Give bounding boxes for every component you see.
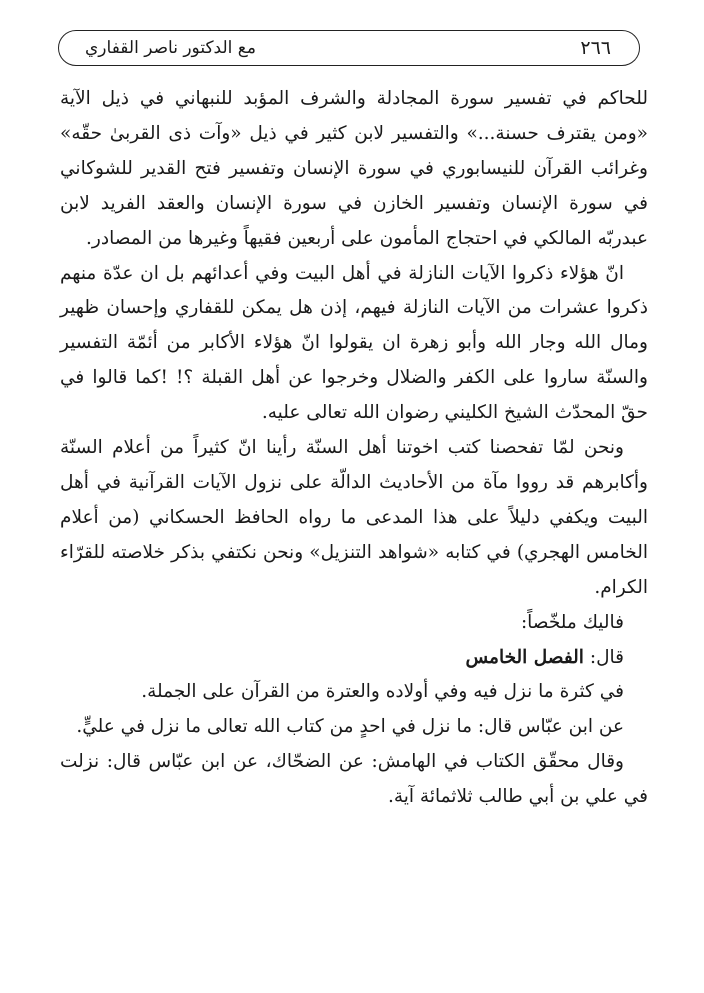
paragraph-argument: انّ هؤلاء ذكروا الآيات النازلة في أهل البيت وفي أعدائهم بل ان عدّة منهم ذكروا عشرات من الآيات النازلة فيهم، إذن هل يمكن للقفاري وإحسان ظهير ومال الله وجار الله وأبو زهرة ان يقولوا انّ هؤلاء الأكابر من أئمّة التفسير والسنّة ساروا على الكفر والضلال وخرجوا عن أهل القبلة ؟! !كما قالوا في حقّ المحدّث الشيخ الكليني رضوان الله تعالى عليه.	[60, 262, 648, 424]
paragraph-hadith: عن ابن عبّاس قال: ما نزل في احدٍ من كتاب الله تعالى ما نزل في عليٍّ.	[76, 716, 624, 738]
page-body	[60, 82, 648, 815]
paragraph-sources: للحاكم في تفسير سورة المجادلة والشرف المؤبد للنبهاني في ذيل الآية «ومن يقترف حسنة...» والتفسير لابن كثير في ذيل «وآت ذى القربىٰ حقّه» وغرائب القرآن للنيسابوري في سورة الإنسان وتفسير فتح القدير للشوكاني في سورة الإنسان وتفسير الخازن في سورة الإنسان والعقد الفريد لابن عبدربّه المالكي في احتجاج المأمون على أربعين فقيهاً وغيرها من المصادر.	[60, 88, 648, 249]
page-number: ٢٦٦	[580, 37, 611, 59]
paragraph-footnote: وقال محقّق الكتاب في الهامش: عن الضحّاك، عن ابن عبّاس قال: نزلت في علي بن أبي طالب ثلاثمائة آية.	[60, 751, 648, 808]
running-title: مع الدكتور ناصر القفاري	[85, 38, 256, 58]
paragraph-section-heading	[60, 641, 648, 676]
running-header	[58, 30, 640, 66]
section-prefix: قال:	[583, 646, 624, 668]
paragraph-narrations: ونحن لمّا تفحصنا كتب اخوتنا أهل السنّة رأينا انّ كثيراً من أعلام السنّة وأكابرهم قد رووا مآة من الأحاديث الدالّة على نزول الآيات القرآنية في أهل البيت ويكفي دليلاً على هذا المدعى ما رواه الحافظ الحسكاني (من أعلام الخامس الهجري) في كتابه «شواهد التنزيل» ونحن نكتفي بذكر خلاصته للقرّاء الكرام.	[60, 437, 648, 598]
paragraph-section-topic: في كثرة ما نزل فيه وفي أولاده والعترة من القرآن على الجملة.	[141, 681, 624, 703]
paragraph-summary-intro: فاليك ملخّصاً:	[520, 611, 624, 633]
section-title: الفصل الخامس	[465, 646, 584, 668]
